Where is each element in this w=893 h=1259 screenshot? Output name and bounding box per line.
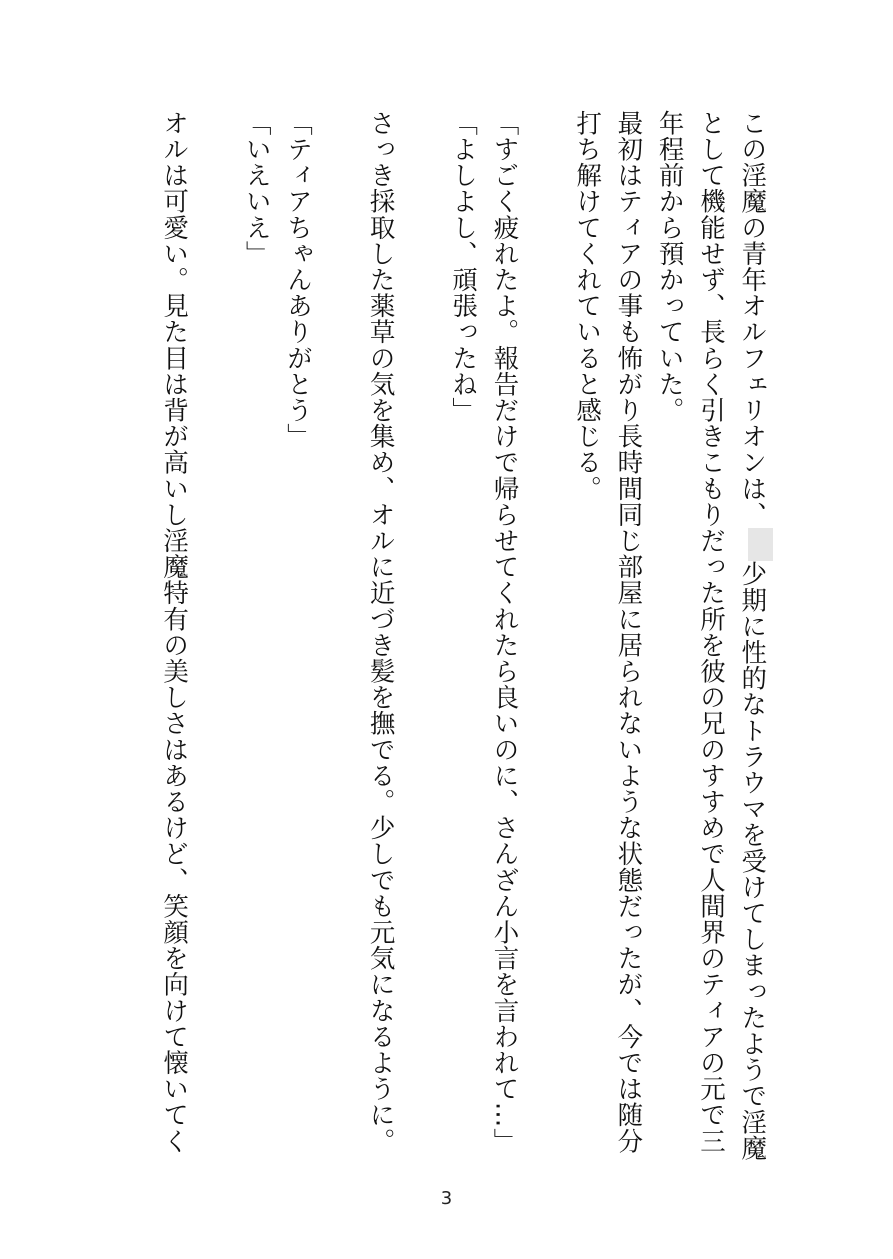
dialogue-line: 「よしよし、頑張ったね」 — [448, 110, 479, 424]
blank-line — [524, 110, 565, 1160]
text-line: 年程前から預かっていた。 — [654, 110, 685, 424]
text-line: 最初はティアの事も怖がり長時間同じ部屋に居られないような状態だったが、今では随分 — [613, 110, 644, 1154]
text-line: 打ち解けてくれていると感じる。 — [572, 110, 603, 502]
page-number: 3 — [440, 1188, 453, 1209]
text-line: この淫魔の青年オルフェリオンは、少期に性的なトラウマを受けてしまったようで淫魔 — [731, 110, 773, 1160]
vertical-text-body — [153, 110, 773, 1160]
dialogue-line: 「ティアちゃんありがとう」 — [282, 110, 313, 450]
dialogue-line: 「いえいえ」 — [241, 110, 272, 267]
blank-line — [318, 110, 359, 1160]
redaction-block — [748, 528, 774, 561]
text-line: さっき採取した薬草の気を集め、オルに近づき髪を撫でる。少しでも元気になるように。 — [365, 110, 396, 1154]
blank-line — [401, 110, 442, 1160]
dialogue-line: 「すごく疲れたよ。報告だけで帰らせてくれたら良いのに、さんざん小言を言われて…」 — [489, 110, 520, 1154]
text-line: オルは可愛い。見た目は背が高いし淫魔特有の美しさはあるけど、笑顔を向けて懐いてく — [159, 110, 190, 1154]
blank-line — [194, 110, 235, 1160]
text-line: として機能せず、長らく引きこもりだった所を彼の兄のすすめで人間界のティアの元で三 — [695, 110, 726, 1154]
